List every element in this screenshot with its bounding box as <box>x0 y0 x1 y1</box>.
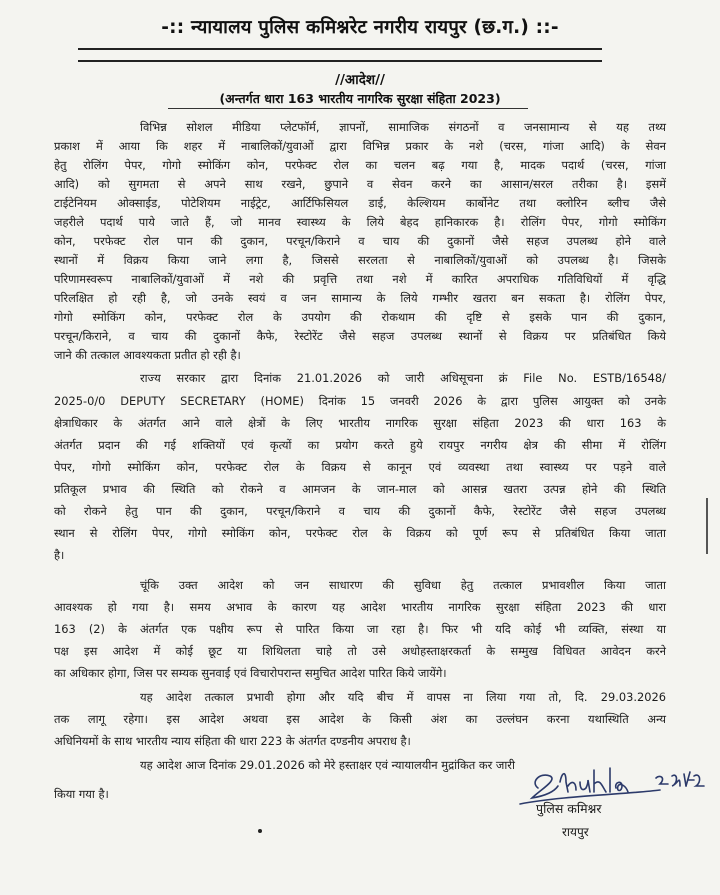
body-line: अंतर्गत प्रदान की गई शक्तियों एवं कृत्यों का प्रयोग करते हुये रायपुर नगरीय क्षेत्र की सीमा में रोलिंग <box>54 438 666 452</box>
body-line: परिणामस्वरूप नाबालिकों/युवाओं में नशे की प्रवृत्ति तथा नशे में कारित अपराधिक गतिविधियों में वृद्धि <box>54 272 666 286</box>
body-line: का अधिकार होगा, जिस पर सम्यक सुनवाई एवं विचारोपरान्त समुचित आदेश पारित किये जायेंगे। <box>54 666 447 680</box>
office-header: -:: न्यायालय पुलिस कमिश्नरेट नगरीय रायपुर (छ.ग.) ::- <box>161 17 559 38</box>
order-label: //आदेश// <box>335 72 385 88</box>
body-line: है। <box>54 548 65 562</box>
body-line: पक्ष इस आदेश में कोई छूट या शिथिलता चाहे तो उसे अधोहस्ताक्षरकर्ता के सम्मुख विधिवत आवेदन करने <box>54 644 666 658</box>
body-line: 2025-0/0 DEPUTY SECRETARY (HOME) दिनांक 15 जनवरी 2026 के द्वारा पुलिस आयुक्त को उनके <box>54 394 666 408</box>
stray-mark <box>258 829 262 833</box>
signatory-place: रायपुर <box>562 825 589 839</box>
body-line: टाईटेनियम ओक्साईड, पोटेशियम नाईट्रेट, आर्टिफिसियल डाई, केल्शियम कार्बोनेट तथा क्लोरिन ब्लीच जैसे <box>54 196 666 210</box>
body-line: आवश्यक हो गया है। समय अभाव के कारण यह आदेश भारतीय नागरिक सुरक्षा संहिता 2023 की धारा <box>54 600 666 614</box>
header-rule-top <box>78 48 602 50</box>
body-line: राज्य सरकार द्वारा दिनांक 21.01.2026 को जारी अधिसूचना क्रं File No. ESTB/16548/ <box>140 371 666 385</box>
body-line: जहरीले पदार्थ पाये जाते हैं, जो मानव स्वास्थ्य के लिये बेहद हानिकारक है। रोलिंग पेपर, गोगो स्मोकिंग <box>54 215 666 229</box>
signatory-designation: पुलिस कमिश्नर <box>536 801 602 816</box>
body-line: तक लागू रहेगा। इस आदेश अथवा इस आदेश के किसी अंश का उल्लंघन करना यथास्थिति अन्य <box>54 712 667 726</box>
body-line: जाने की तत्काल आवश्यकता प्रतीत हो रही है। <box>54 348 241 362</box>
body-line: कोन, परफेक्ट रोल पान की दुकान, परचून/किराने व चाय की दुकानों जैसे सहज उपलब्ध होने वाले <box>54 234 666 248</box>
section-underline <box>168 108 528 109</box>
body-line: पेपर, गोगो स्मोकिंग कोन, परफेक्ट रोल के विक्रय से कानून एवं व्यवस्था तथा स्वास्थ्य पर पड़ने वाले <box>54 460 666 474</box>
body-line: स्थानों में विक्रय किया जाने लगा है, जिससे सरलता से नाबालिकों/युवाओं को उपलब्ध है। जिसके <box>54 253 666 267</box>
body-line: आदि) को सुगमता से अपने साथ रखने, छुपाने व सेवन करने का आसान/सरल तरीका है। इसमें <box>54 177 666 191</box>
body-line: परिलक्षित हो रही है, जो उनके स्वयं व जन सामान्य के लिये गम्भीर खतरा बन सकता है। रोलिंग पेपर, <box>54 291 666 305</box>
body-line: यह आदेश आज दिनांक 29.01.2026 को मेरे हस्ताक्षर एवं न्यायालयीन मुद्रांकित कर जारी <box>140 758 515 772</box>
body-line: अधिनियमों के साथ भारतीय न्याय संहिता की धारा 223 के अंतर्गत दण्डनीय अपराध है। <box>54 734 411 748</box>
header-rule-bottom <box>78 60 602 62</box>
body-line: हेतु रोलिंग पेपर, गोगो स्मोकिंग कोन, परफेक्ट रोल का चलन बढ़ गया है, मादक पदार्थ (चरस, गांजा <box>54 158 666 172</box>
body-line: प्रतिकूल प्रभाव की स्थिति को रोकने व आमजन के जान-माल को आसन्न खतरा उत्पन्न होने की स्थिति <box>54 482 666 496</box>
body-line: प्रकाश में आया कि शहर में नाबालिकों/युवाओं द्वारा विभिन्न प्रकार के नशे (चरस, गांजा आदि) के सेवन <box>54 139 666 153</box>
body-line: किया गया है। <box>54 787 109 801</box>
body-line: गोगो स्मोकिंग कोन, परफेक्ट रोल के उपयोग की रोकथाम की दृष्टि से इसके पान की दुकान, <box>54 310 666 324</box>
body-line: स्थान से रोलिंग पेपर, गोगो स्मोकिंग कोन, परफेक्ट रोल के विक्रय को पूर्ण रूप से प्रतिबंधित किया जाता <box>54 526 666 540</box>
body-line: को रोकने हेतु पान की दुकान, परचून/किराने व चाय की दुकानों कैफे, रेस्टोरेंट जैसे सहज उपलब्ध <box>54 504 666 518</box>
order-section: (अन्तर्गत धारा 163 भारतीय नागरिक सुरक्षा संहिता 2023) <box>219 91 501 106</box>
body-line: क्षेत्राधिकार के अंतर्गत आने वाले क्षेत्रों के लिए भारतीय नागरिक सुरक्षा संहिता 2023 की धारा 163 के <box>54 416 666 430</box>
body-line: यह आदेश तत्काल प्रभावी होगा और यदि बीच में वापस ना लिया गया तो, दि. 29.03.2026 <box>140 690 666 704</box>
body-line: चूंकि उक्त आदेश को जन साधारण की सुविधा हेतु तत्काल प्रभावशील किया जाता <box>140 578 666 592</box>
margin-mark <box>706 498 708 554</box>
body-line: विभिन्न सोशल मीडिया प्लेटफॉर्म, ज्ञापनों, सामाजिक संगठनों व जनसामान्य से यह तथ्य <box>140 120 666 134</box>
body-line: परचून/किराने, व चाय की दुकानों कैफे, रेस्टोरेंट जैसे सहज उपलब्ध स्थानों से विक्रय पर प्रतिबंधित किये <box>54 329 666 343</box>
body-line: 163 (2) के अंतर्गत एक पक्षीय रूप से पारित किया जा रहा है। फिर भी यदि कोई भी व्यक्ति, संस्था या <box>54 622 666 636</box>
